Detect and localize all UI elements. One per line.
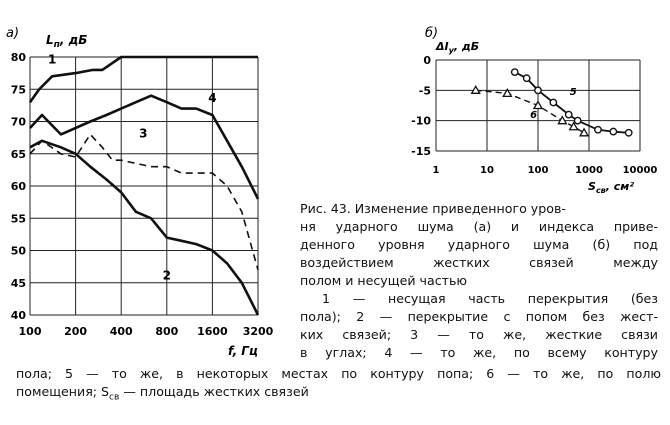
chart-a-y-axis-label: $L_п$, дБ: [46, 33, 88, 50]
chart-b-y-axis-label: $\Delta I_у$, дБ: [436, 40, 480, 55]
chart-a: [6, 26, 274, 358]
chart-a-x-tick-label: 400: [109, 325, 133, 338]
chart-a-series-label: 4: [208, 91, 217, 106]
chart-b-x-tick-label: 1: [432, 165, 440, 176]
chart-a-x-tick-label: 100: [18, 325, 42, 338]
chart-a-x-tick-label: 800: [155, 325, 179, 338]
chart-b-point-triangle: [580, 129, 588, 136]
chart-b: [411, 26, 657, 195]
chart-a-y-tick-label: 80: [10, 51, 26, 64]
chart-b-x-axis-label: $S_{св}$, см²: [588, 180, 635, 195]
chart-b-point-circle: [566, 111, 572, 117]
chart-b-x-tick-label: 10000: [622, 165, 658, 176]
chart-b-y-tick-label: -5: [418, 84, 431, 98]
chart-a-x-tick-label: 200: [64, 325, 88, 338]
caption-line: в углах; 4 — то же, по всему контуру: [300, 345, 658, 360]
chart-b-series-label: 5: [569, 87, 577, 99]
chart-a-panel-label: а): [6, 26, 20, 41]
chart-a-series-label: 1: [47, 52, 57, 67]
chart-b-point-circle: [550, 99, 556, 105]
chart-b-point-circle: [625, 130, 631, 136]
chart-a-series-3-line: [30, 134, 258, 270]
chart-a-y-tick-label: 40: [10, 309, 26, 322]
chart-a-series-2-line: [30, 141, 258, 315]
caption-line: ких связей; 3 — то же, жесткие связи: [300, 327, 658, 342]
caption-line: ня ударного шума (а) и индекса приве-: [300, 219, 658, 234]
chart-b-y-tick-label: -10: [411, 114, 431, 128]
chart-b-point-circle: [523, 75, 529, 81]
chart-a-x-axis-label: f, Гц: [228, 344, 258, 358]
chart-a-grid: [30, 57, 258, 315]
chart-b-x-tick-label: 1000: [575, 165, 603, 176]
caption-line: воздействием жестких связей между: [300, 255, 658, 270]
chart-b-point-circle: [535, 87, 541, 93]
chart-b-y-tick-label: 0: [423, 54, 431, 67]
caption-line: пола); 2 — перекрытие с попом без жест-: [300, 309, 658, 324]
chart-b-y-tick-label: -15: [411, 145, 431, 158]
chart-a-series-1-line: [30, 57, 258, 102]
caption-line: денного уровня ударного шума (б) под: [300, 237, 658, 252]
chart-a-series-labels: [48, 52, 217, 282]
chart-b-point-circle: [610, 128, 616, 134]
chart-a-y-tick-label: 45: [10, 276, 26, 290]
chart-a-y-tick-label: 75: [10, 83, 26, 97]
caption-line: 1 — несущая часть перекрытия (без: [322, 291, 658, 306]
figure-caption: [300, 200, 658, 362]
chart-a-y-tick-label: 70: [10, 115, 26, 129]
chart-a-series-label: 3: [139, 126, 148, 141]
caption-line: полом и несущей частью: [300, 273, 467, 288]
chart-b-x-tick-label: 10: [480, 165, 494, 176]
figure-caption-continued: [16, 365, 661, 407]
chart-b-panel-label: б): [425, 26, 439, 41]
chart-b-x-tick-label: 100: [527, 165, 549, 176]
caption-line: помещения; $S_{св}$ — площадь жестких связей: [16, 384, 309, 403]
chart-b-markers: [472, 69, 632, 136]
chart-a-ticks: [11, 51, 274, 338]
chart-a-series-label: 2: [162, 268, 171, 283]
chart-a-y-tick-label: 55: [10, 212, 26, 226]
chart-a-y-tick-label: 60: [10, 180, 26, 193]
chart-b-series-5-line: [515, 72, 629, 133]
caption-line: пола; 5 — то же, в некоторых местах по контуру попа; 6 — то же, по полю: [16, 366, 661, 381]
chart-a-y-tick-label: 50: [10, 244, 26, 258]
caption-line: Рис. 43. Изменение приведенного уров-: [300, 201, 566, 216]
chart-b-point-circle: [574, 117, 580, 123]
chart-b-point-circle: [512, 69, 518, 75]
chart-a-x-tick-label: 3200: [242, 325, 274, 338]
chart-b-series-label: 6: [530, 110, 538, 122]
chart-a-y-tick-label: 65: [10, 147, 26, 161]
chart-b-point-circle: [595, 127, 601, 133]
chart-a-x-tick-label: 1600: [197, 325, 228, 338]
